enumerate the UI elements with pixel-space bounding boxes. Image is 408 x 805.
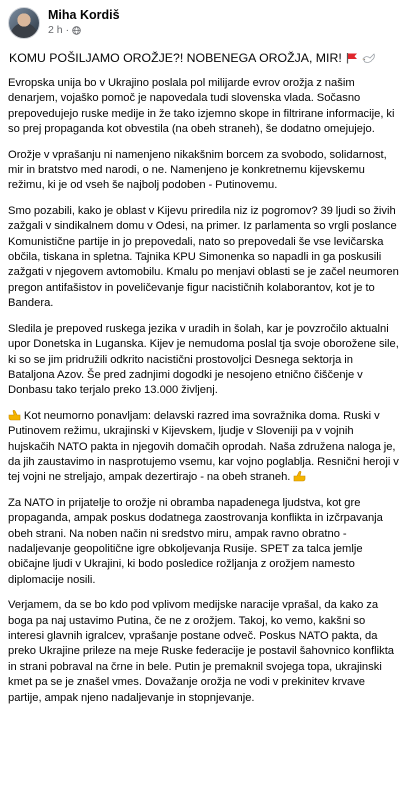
red-flag-icon [346,52,358,64]
post-meta [48,8,120,38]
author-name[interactable]: Miha Kordiš [48,8,120,22]
pointing-hand-icon [293,470,306,482]
post-header [0,0,408,40]
paragraph-6: Za NATO in prijatelje to orožje ni obramba napadenega ljudstva, kot gre propaganda, ampak poskus dodatnega zaostrovanja konflikta in izčrpavanja obeh strani. Na noben način ni sredstvo miru, ampak ravno obratno - nadaljevanje geopolitične igre obkoljevanja Rusije. SPET za talca jemlje običajne ljudi v Ukrajini, ki bodo posledice rožljanja z orožjem namesto diplomacije nosili. [8,496,383,586]
paragraph-3: Smo pozabili, kako je oblast v Kijevu priredila niz iz pogromov? 39 ljudi so živih zažgali v sindikalnem domu v Odesi, na primer. Iz parlamenta so vrgli poslance Komunistične partije in jo prepovedali, nato so prepovedali še vse levičarska občila, tiskana in spletna. Tajnika KPU Simonenka so napadli in ga poskusili zažgati v njegovem avtomobilu. Kmalu po menjavi oblasti se je začel neumoren pregon antifašistov in poveličevanje figur nacističnih kolaborantov, kot je to Bandera. [8,204,399,310]
post-title-line [9,50,400,66]
globe-icon [72,26,81,35]
post-subline: 2 h · [48,23,120,38]
paragraph-7: Verjamem, da se bo kdo pod vplivom medijske naracije vprašal, da kako za boga pa naj ustavimo Putina, če ne z orožjem. Takoj, ko vemo, kakšni so interesi glavnih igralcev, vprašanje postane odveč. Poskus NATO pakta, da preko Ukrajine prileze na meje Ruske federacije je postavil šahovnico konflikta in strani pobraval na črne in bele. Putin je premaknil svojega topa, ukrajinski kmet pa se je znašel vmes. Dovažanje orožja ne vodi v prekinitev krvave partije, ampak njeno nadaljevanje in stopnjevanje. [8,599,395,704]
paragraph-5: Kot neumorno ponavljam: delavski razred ima sovražnika doma. Ruski v Putinovem režimu, ukrajinski v Kijevskem, ljudje v Sloveniji pa v vojnih hujskačih NATO pakta in njegovih domačih oprodah. Naša združena naloga je, da jih zaustavimo in nasprotujemo vsemu, kar vojno poglablja. Resnični heroji v tej vojni ne streljajo, ampak dezertirajo - na obeh straneh. [8,409,399,484]
post-time[interactable]: 2 h [48,24,63,36]
paragraph-4: Sledila je prepoved ruskega jezika v uradih in šolah, kar je povzročilo aktualni upor Donetska in Luganska. Kijev je nemudoma poslal tja svoje oborožene sile, ki so se jim pridružili odkrito nacistični prostovoljci Desnega sektorja in Bataljona Azov. Še pred zadnjimi dogodki je nesojeno etnično čiščenje v Donbasu tako terjalo preko 13.000 življenj. [8,322,399,397]
paragraph-5-block [8,409,401,486]
paragraph-2: Orožje v vprašanju ni namenjeno nikakšnim borcem za svobodo, solidarnost, mir in bratstvo med narodi, o ne. Namenjeno je konkretnemu kijevskemu režimu, ki je od vseh še najbolj podoben - Putinovemu. [8,148,387,192]
pointing-hand-icon [8,409,21,421]
dove-icon [362,52,377,64]
paragraph-1: Evropska unija bo v Ukrajino poslala pol milijarde evrov orožja z našim denarjem, vojaško pomoč je napovedala tudi slovenska vlada. Sočasno prepovedujejo ruske medije in že tako izjemno skope in filtrirane informacije, ki so prej propaganda kot obvestila (na obeh straneh), še dodatno omejujejo. [8,77,395,136]
post-title: KOMU POŠILJAMO OROŽJE?! NOBENEGA OROŽJA, MIR! [9,51,342,65]
avatar[interactable] [8,7,40,39]
